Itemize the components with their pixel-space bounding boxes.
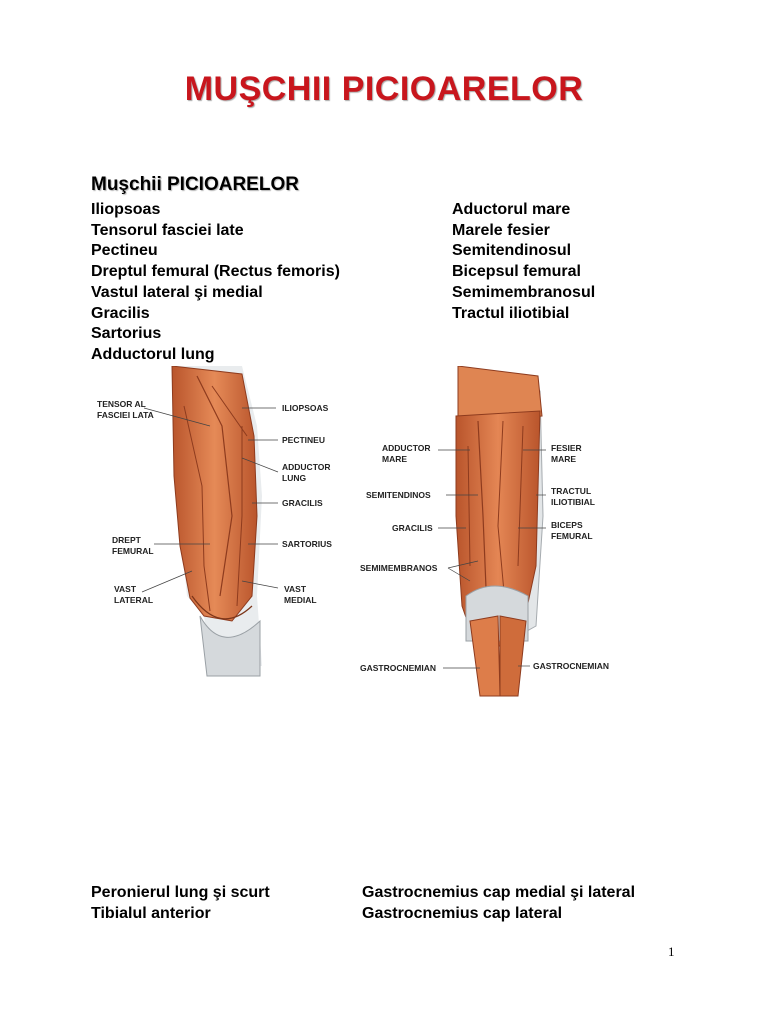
- label-adductor: ADDUCTOR: [282, 462, 331, 472]
- label-drept: DREPT: [112, 535, 141, 545]
- bottom-list-left: [91, 882, 270, 924]
- list-item: Semimembranosul: [452, 283, 596, 301]
- label-drept-2: FEMURAL: [112, 546, 154, 556]
- gastrocnemius: [470, 616, 500, 696]
- label-gastrocnemian-right: GASTROCNEMIAN: [533, 661, 610, 671]
- label-biceps-2: FEMURAL: [551, 531, 593, 541]
- list-item: Adductorul lung: [91, 345, 215, 363]
- label-vast-medial: VAST: [284, 584, 307, 594]
- list-item: Marele fesier: [452, 221, 550, 239]
- page-number: 1: [668, 944, 675, 959]
- label-adductor-2: LUNG: [282, 473, 307, 483]
- page-title: MUŞCHII PICIOARELOR: [184, 70, 584, 108]
- label-gracilis: GRACILIS: [392, 523, 433, 533]
- list-item: Gastrocnemius cap lateral: [362, 905, 563, 922]
- list-item: Sartorius: [91, 325, 162, 343]
- list-item: Tensorul fasciei late: [91, 221, 244, 239]
- list-item: Bicepsul femural: [452, 263, 581, 281]
- label-tractul: TRACTUL: [551, 486, 592, 496]
- label-pectineu: PECTINEU: [282, 435, 325, 445]
- label-gastrocnemian-left: GASTROCNEMIAN: [360, 663, 437, 673]
- back-thigh-illustration: [358, 366, 620, 700]
- muscle-list-right: [452, 200, 595, 324]
- label-iliopsoas: ILIOPSOAS: [282, 403, 329, 413]
- list-item: Tibialul anterior: [91, 905, 211, 922]
- list-item: Iliopsoas: [91, 201, 161, 218]
- bottom-list-right: [362, 882, 635, 924]
- list-item: Tractul iliotibial: [452, 304, 570, 322]
- label-fesier-2: MARE: [551, 454, 577, 464]
- label-vast-lateral-2: LATERAL: [114, 595, 154, 605]
- thigh-muscles: [172, 366, 257, 621]
- list-item: Gracilis: [91, 304, 150, 322]
- label-tensor: TENSOR AL: [97, 399, 146, 409]
- label-semimembranos: SEMIMEMBRANOS: [360, 563, 438, 573]
- list-item: Gastrocnemius cap medial şi lateral: [362, 884, 636, 901]
- label-vast-medial-2: MEDIAL: [284, 595, 317, 605]
- label-tensor-2: FASCIEI LATA: [97, 410, 154, 420]
- muscle-list-left: [91, 200, 340, 366]
- section-heading: Muşchii PICIOARELOR: [91, 174, 299, 195]
- label-adductor-mare: ADDUCTOR: [382, 443, 431, 453]
- list-item: Dreptul femural (Rectus femoris): [91, 263, 340, 281]
- label-adductor-mare-2: MARE: [382, 454, 408, 464]
- label-tractul-2: ILIOTIBIAL: [551, 497, 595, 507]
- list-item: Semitendinosul: [452, 242, 572, 260]
- list-item: Pectineu: [91, 242, 158, 260]
- label-gracilis: GRACILIS: [282, 498, 323, 508]
- label-vast-lateral: VAST: [114, 584, 137, 594]
- label-biceps: BICEPS: [551, 520, 583, 530]
- label-sartorius: SARTORIUS: [282, 539, 332, 549]
- label-fesier: FESIER: [551, 443, 582, 453]
- list-item: Peronierul lung şi scurt: [91, 884, 270, 901]
- front-thigh-illustration: [92, 366, 360, 686]
- list-item: Vastul lateral şi medial: [91, 283, 263, 301]
- label-semitendinos: SEMITENDINOS: [366, 490, 431, 500]
- list-item: Aductorul mare: [452, 201, 571, 218]
